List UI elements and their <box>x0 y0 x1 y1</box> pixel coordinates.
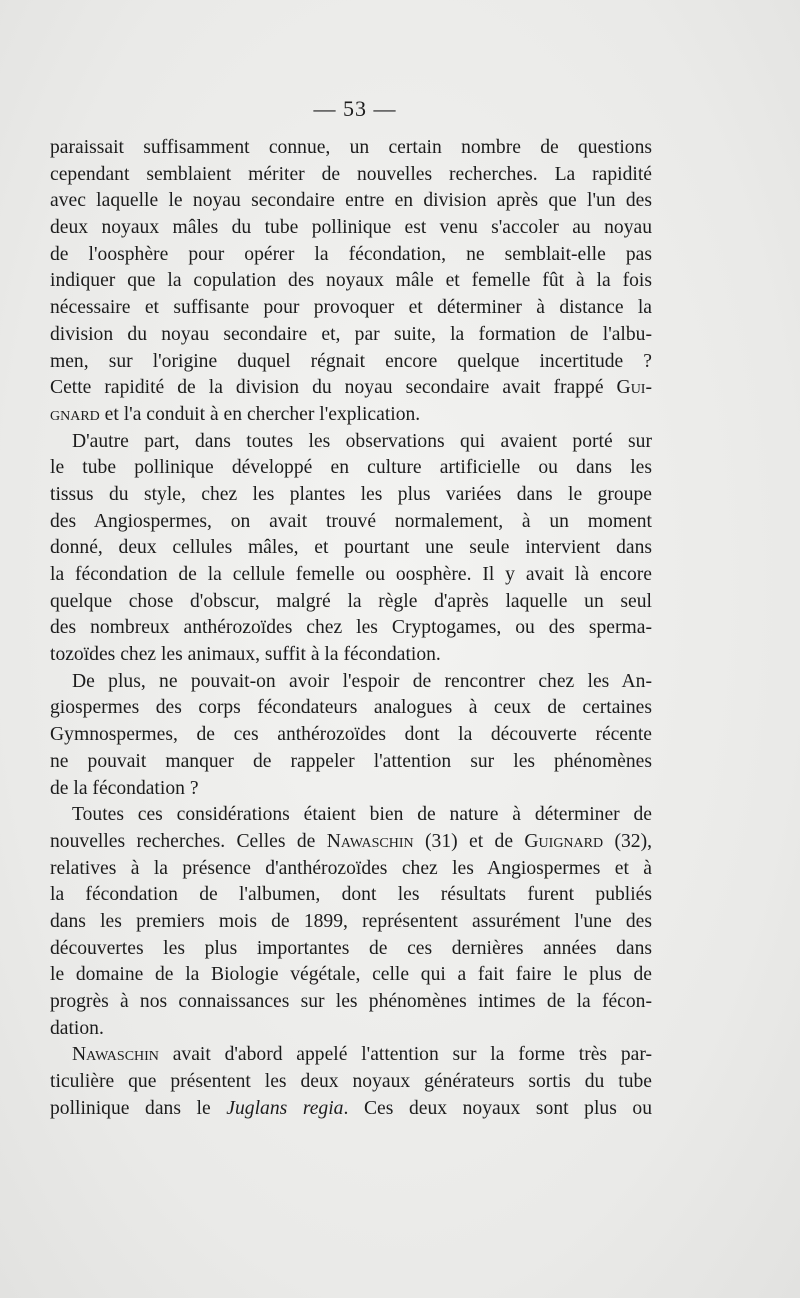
text-line <box>50 695 652 722</box>
text-segment: division du noyau secondaire et, par suite, la formation de l'albu- <box>50 323 652 345</box>
text-segment: ne pouvait manquer de rappeler l'attention sur les phénomènes <box>50 750 652 772</box>
text-segment: deux noyaux mâles du tube pollinique est venu s'accoler au noyau <box>50 217 652 239</box>
text-line <box>50 936 652 963</box>
text-line <box>50 989 652 1016</box>
paragraph <box>50 802 652 1042</box>
text-line <box>50 829 652 856</box>
text-line <box>50 135 652 162</box>
text-segment: (32), <box>603 830 653 852</box>
author-name: gnard <box>50 403 100 425</box>
text-segment: Gymnospermes, de ces anthérozoïdes dont la découverte récente <box>50 724 652 746</box>
text-line <box>50 962 652 989</box>
text-line <box>50 509 652 536</box>
text-line <box>50 188 652 215</box>
text-segment: avec laquelle le noyau secondaire entre en division après que l'un des <box>50 190 652 212</box>
text-line <box>50 242 652 269</box>
text-segment: donné, deux cellules mâles, et pourtant une seule intervient dans <box>50 537 652 559</box>
text-line <box>50 349 652 376</box>
text-segment: pollinique dans le <box>50 1097 227 1119</box>
author-name: Nawaschin <box>72 1044 159 1066</box>
text-line <box>50 482 652 509</box>
text-line <box>50 562 652 589</box>
text-segment: (31) et de <box>413 830 525 852</box>
text-segment: de la fécondation ? <box>50 777 199 799</box>
author-name: Nawaschin <box>326 830 414 852</box>
text-segment: la fécondation de la cellule femelle ou oosphère. Il y avait là encore <box>50 564 652 585</box>
text-segment: nouvelles recherches. Celles de <box>50 830 327 852</box>
text-line <box>50 1096 652 1123</box>
text-segment: ticulière que présentent les deux noyaux générateurs sortis du tube <box>50 1071 652 1093</box>
text-segment: men, sur l'origine duquel régnait encore quelque incertitude ? <box>50 350 652 372</box>
text-segment: le domaine de la Biologie végétale, celle qui a fait faire le plus de <box>50 964 652 986</box>
text-line <box>50 268 652 295</box>
text-line <box>50 882 652 909</box>
text-line <box>50 455 652 482</box>
text-segment: avait d'abord appelé l'attention sur la forme très par- <box>158 1044 652 1066</box>
author-name: Guignard <box>524 830 604 852</box>
text-segment: De plus, ne pouvait-on avoir l'espoir de rencontrer chez les An- <box>72 670 652 692</box>
text-segment: et l'a conduit à en chercher l'explication. <box>99 403 421 425</box>
text-segment: cependant semblaient mériter de nouvelles recherches. La rapidité <box>50 163 652 185</box>
text-segment: dation. <box>50 1017 104 1039</box>
text-line <box>50 642 652 669</box>
text-line <box>50 1016 652 1043</box>
text-segment: paraissait suffisamment connue, un certain nombre de questions <box>50 137 652 158</box>
text-segment: giospermes des corps fécondateurs analogues à ceux de certaines <box>50 697 652 719</box>
text-line <box>50 162 652 189</box>
text-segment: la fécondation de l'albumen, dont les résultats furent publiés <box>50 884 652 906</box>
text-line <box>50 802 652 829</box>
text-line <box>50 615 652 642</box>
text-segment: Cette rapidité de la division du noyau secondaire avait frappé <box>50 377 617 399</box>
text-segment: nécessaire et suffisante pour provoquer et déterminer à distance la <box>50 297 652 319</box>
text-line <box>50 429 652 456</box>
text-line <box>50 1042 652 1069</box>
text-segment: découvertes les plus importantes de ces dernières années dans <box>50 937 652 959</box>
text-line <box>50 589 652 616</box>
text-line <box>50 215 652 242</box>
text-line <box>50 295 652 322</box>
text-line <box>50 322 652 349</box>
text-line <box>50 909 652 936</box>
text-segment: indiquer que la copulation des noyaux mâle et femelle fût à la fois <box>50 270 652 292</box>
text-segment: des nombreux anthérozoïdes chez les Cryptogames, ou des sperma- <box>50 617 652 639</box>
text-segment: relatives à la présence d'anthérozoïdes chez les Angiospermes et à <box>50 857 652 879</box>
text-line <box>50 402 652 429</box>
text-segment: . Ces deux noyaux sont plus ou <box>343 1097 653 1119</box>
text-line <box>50 1069 652 1096</box>
text-line <box>50 722 652 749</box>
paragraph <box>50 429 652 669</box>
text-line <box>50 749 652 776</box>
text-segment: progrès à nos connaissances sur les phénomènes intimes de la fécon- <box>50 991 652 1012</box>
text-segment: tissus du style, chez les plantes les plus variées dans le groupe <box>50 483 652 505</box>
paragraph <box>50 1042 652 1122</box>
text-segment: des Angiospermes, on avait trouvé normalement, à un moment <box>50 510 652 532</box>
text-line <box>50 375 652 402</box>
text-segment: D'autre part, dans toutes les observations qui avaient porté sur <box>72 430 652 452</box>
text-segment: le tube pollinique développé en culture artificielle ou dans les <box>50 457 652 479</box>
text-segment: tozoïdes chez les animaux, suffit à la fécondation. <box>50 644 441 666</box>
species-name: Juglans regia <box>226 1097 344 1119</box>
page-number: — 53 — <box>313 96 397 121</box>
text-line <box>50 776 652 803</box>
text-line <box>50 669 652 696</box>
author-name: Gui- <box>616 377 652 399</box>
paragraph <box>50 135 652 429</box>
text-segment: quelque chose d'obscur, malgré la règle d'après laquelle un seul <box>50 590 652 612</box>
body-text <box>50 135 652 1122</box>
text-segment: Toutes ces considérations étaient bien de nature à déterminer de <box>72 804 652 826</box>
text-segment: dans les premiers mois de 1899, représentent assurément l'une des <box>50 910 652 932</box>
paragraph <box>50 669 652 802</box>
text-line <box>50 856 652 883</box>
text-segment: de l'oosphère pour opérer la fécondation, ne semblait-elle pas <box>50 243 652 265</box>
text-line <box>50 535 652 562</box>
